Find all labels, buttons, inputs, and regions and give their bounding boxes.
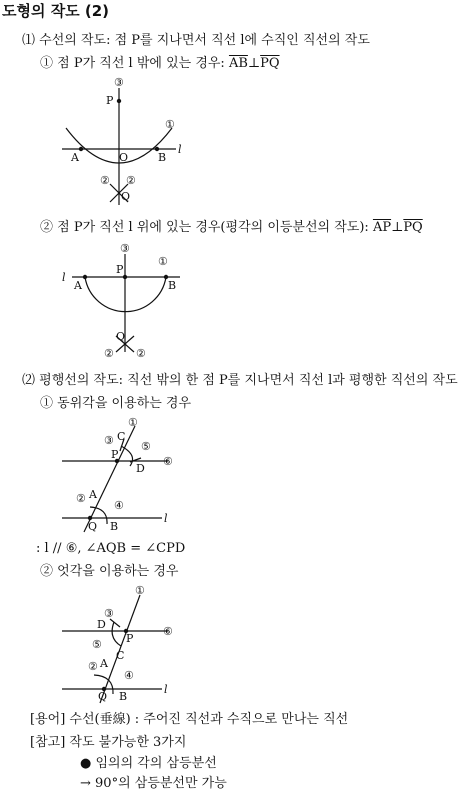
d4-label-d: D bbox=[97, 618, 106, 631]
d4-label-step2: ② bbox=[88, 660, 98, 673]
d3-label-step3: ③ bbox=[104, 434, 114, 447]
note-arrow: → 90°의 삼등분선만 가능 bbox=[80, 776, 227, 791]
d1-label-b: B bbox=[158, 151, 167, 164]
diagram-parallel-alternate bbox=[62, 595, 168, 703]
note-tag: [참고] bbox=[30, 735, 66, 750]
d3-label-step5: ⑤ bbox=[141, 440, 151, 453]
d2-label-l: l bbox=[62, 271, 66, 284]
section-1-text: 수선의 작도: 점 P를 지나면서 직선 l에 수직인 직선의 작도 bbox=[39, 33, 370, 48]
segment-ap: $\overline{AP}$ bbox=[372, 220, 392, 235]
d3-label-step6: ⑥ bbox=[163, 455, 173, 468]
perp-symbol: ⊥ bbox=[247, 56, 261, 71]
d3-label-p: P bbox=[111, 448, 119, 461]
d4-label-b: B bbox=[119, 690, 128, 703]
d3-label-step2: ② bbox=[76, 492, 86, 505]
note-bullet: ● 임의의 각의 삼등분선 bbox=[80, 756, 217, 771]
term-tag: [용어] bbox=[30, 712, 66, 727]
d2-label-step2b: ② bbox=[136, 347, 146, 360]
section-2-number: ⑵ bbox=[22, 373, 36, 388]
d3-label-step1: ① bbox=[128, 416, 138, 429]
d3-label-b: B bbox=[110, 520, 119, 533]
case-1-2-number: ② bbox=[40, 220, 54, 235]
case-2-1-number: ① bbox=[40, 396, 54, 411]
d3-label-d: D bbox=[136, 462, 145, 475]
d1-label-step3: ③ bbox=[114, 76, 124, 89]
d4-label-step3: ③ bbox=[104, 607, 114, 620]
d3-label-q: Q bbox=[88, 520, 98, 533]
point-a-2 bbox=[83, 275, 87, 279]
case-2-2-text: 엇각을 이용하는 경우 bbox=[57, 564, 179, 579]
d2-label-a: A bbox=[74, 279, 82, 292]
case-2-1-result: : l // ⑥, ∠AQB = ∠CPD bbox=[36, 541, 186, 556]
note-text: 작도 불가능한 3가지 bbox=[69, 735, 187, 750]
section-2-text: 평행선의 작도: 직선 밖의 한 점 P를 지나면서 직선 l과 평행한 직선의 작도 bbox=[39, 373, 458, 388]
segment-ab: $\overline{AB}$ bbox=[228, 56, 248, 71]
diagram-parallel-corresponding bbox=[62, 426, 168, 532]
d3-label-l: l bbox=[164, 512, 168, 525]
d1-label-p: P bbox=[106, 94, 114, 107]
d3-label-step4: ④ bbox=[114, 499, 124, 512]
page-title: 도형의 작도 (2) bbox=[2, 2, 110, 20]
point-p-1 bbox=[117, 99, 121, 103]
segment-pq: $\overline{PQ}$ bbox=[260, 56, 280, 71]
d1-label-a: A bbox=[71, 151, 79, 164]
d2-label-q: Q bbox=[116, 330, 126, 343]
d2-label-b: B bbox=[168, 279, 177, 292]
case-2-2-number: ② bbox=[40, 564, 54, 579]
arc-3-a bbox=[121, 446, 133, 466]
d1-label-o: O bbox=[119, 151, 129, 164]
arc-mark-d2 bbox=[110, 619, 120, 627]
diagram-perpendicular-external bbox=[62, 88, 176, 205]
perp-symbol-2: ⊥ bbox=[391, 220, 404, 235]
diagram-perpendicular-on-line bbox=[72, 254, 180, 352]
point-a-1 bbox=[79, 147, 83, 151]
d4-label-step4: ④ bbox=[124, 669, 134, 682]
d4-label-step6: ⑥ bbox=[163, 625, 173, 638]
case-1-2-text: 점 P가 직선 l 위에 있는 경우(평각의 이등분선의 작도): bbox=[57, 220, 373, 235]
d1-label-step2b: ② bbox=[126, 174, 136, 187]
d2-label-step1: ① bbox=[158, 255, 168, 268]
case-2-1-text: 동위각을 이용하는 경우 bbox=[57, 396, 192, 411]
d1-label-q: Q bbox=[121, 190, 131, 203]
case-1-1-text: 점 P가 직선 l 밖에 있는 경우: bbox=[57, 56, 229, 71]
point-p-2 bbox=[123, 275, 127, 279]
d2-label-step3: ③ bbox=[120, 242, 130, 255]
d4-label-p: P bbox=[126, 632, 134, 645]
d3-label-c: C bbox=[117, 430, 126, 443]
d1-label-step2a: ② bbox=[100, 174, 110, 187]
segment-pq-2: $\overline{PQ}$ bbox=[403, 220, 423, 235]
d1-label-step1: ① bbox=[165, 118, 175, 131]
d4-label-step5: ⑤ bbox=[92, 638, 102, 651]
section-1-number: ⑴ bbox=[22, 33, 36, 48]
d4-label-step1: ① bbox=[135, 584, 145, 597]
d3-label-a: A bbox=[89, 488, 97, 501]
term-text: 수선(垂線) : 주어진 직선과 수직으로 만나는 직선 bbox=[69, 712, 349, 727]
d2-label-p: P bbox=[116, 263, 124, 276]
arc-4-a bbox=[112, 622, 121, 646]
d4-label-c: C bbox=[116, 649, 125, 662]
d4-label-q: Q bbox=[98, 690, 108, 703]
d1-label-l: l bbox=[178, 143, 182, 156]
d4-label-l: l bbox=[164, 683, 168, 696]
d2-label-step2a: ② bbox=[104, 347, 114, 360]
case-1-1-number: ① bbox=[40, 56, 54, 71]
d4-label-a: A bbox=[100, 657, 108, 670]
